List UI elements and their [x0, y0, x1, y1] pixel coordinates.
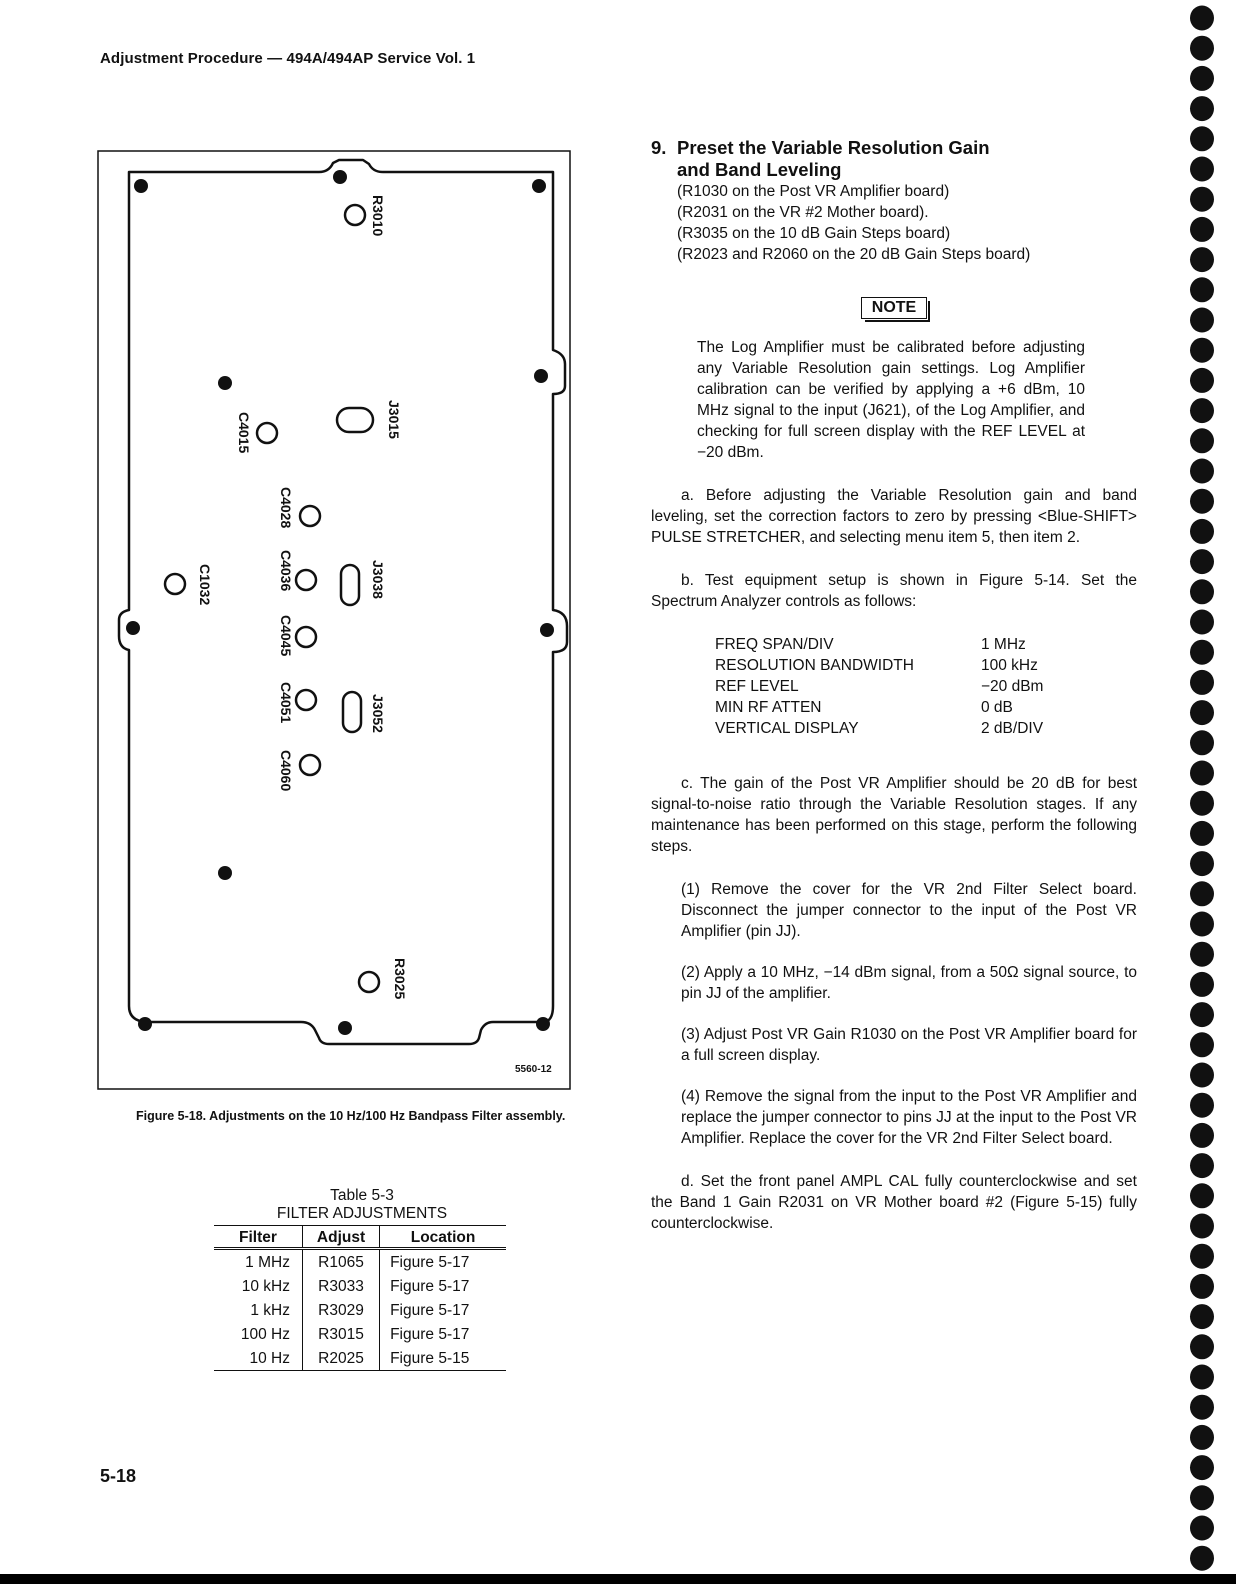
binder-hole	[1190, 157, 1214, 182]
table-subtitle: FILTER ADJUSTMENTS	[276, 1205, 448, 1222]
binder-hole	[1190, 730, 1214, 755]
mounting-hole	[532, 179, 546, 193]
setting-name: MIN RF ATTEN	[715, 699, 822, 716]
binder-hole	[1190, 126, 1214, 151]
mounting-hole	[338, 1021, 352, 1035]
label-c4051: C4051	[278, 682, 294, 724]
binder-hole	[1190, 1304, 1214, 1329]
binder-hole	[1190, 338, 1214, 363]
table-header: Adjust	[302, 1226, 379, 1249]
adjust-r3010	[345, 205, 365, 225]
table-row	[214, 1274, 506, 1298]
table-row	[214, 1249, 506, 1275]
binder-hole	[1190, 640, 1214, 665]
note-text: The Log Amplifier must be calibrated before adjusting any Variable Resolution gain settings. Log Amplifier calibration can be verified by applying a +6 dBm, 10 MHz signal to the input (J621), of the Log Amplifier, and checking for full screen display with the REF LEVEL at −20 dBm.	[697, 339, 1085, 461]
mounting-hole	[218, 866, 232, 880]
binder-hole	[1190, 1485, 1214, 1510]
setting-value: −20 dBm	[981, 678, 1044, 695]
label-c1032: C1032	[197, 564, 213, 606]
binder-holes	[1184, 0, 1220, 1584]
binder-hole	[1190, 187, 1214, 212]
label-r3010: R3010	[370, 195, 386, 237]
cell-location: Figure 5-17	[380, 1249, 506, 1275]
cell-location: Figure 5-17	[380, 1322, 506, 1346]
binder-hole	[1190, 912, 1214, 937]
binder-hole	[1190, 1425, 1214, 1450]
sub-step: (2) Apply a 10 MHz, −14 dBm signal, from a 50Ω signal source, to pin JJ of the amplifier.	[681, 964, 1137, 1002]
setting-row	[715, 718, 1137, 739]
binder-hole	[1190, 489, 1214, 514]
label-j3052: J3052	[370, 694, 386, 733]
adjust-c4045	[296, 627, 316, 647]
section-title-line1: Preset the Variable Resolution Gain	[677, 137, 990, 158]
setting-value: 100 kHz	[981, 657, 1038, 674]
figure-ref-number: 5560-12	[515, 1064, 552, 1075]
binder-hole	[1190, 459, 1214, 484]
binder-hole	[1190, 1244, 1214, 1269]
table-row	[214, 1322, 506, 1346]
binder-hole	[1190, 1032, 1214, 1057]
binder-hole	[1190, 1183, 1214, 1208]
page-number: 5-18	[100, 1466, 137, 1486]
binder-hole	[1190, 247, 1214, 272]
section-title-line2: and Band Leveling	[677, 159, 842, 180]
filter-adjustments-table	[214, 1187, 510, 1371]
binder-hole	[1190, 1002, 1214, 1027]
figure-caption: Figure 5-18. Adjustments on the 10 Hz/100 Hz Bandpass Filter assembly.	[136, 1109, 566, 1123]
binder-hole	[1190, 1516, 1214, 1541]
binder-hole	[1190, 1123, 1214, 1148]
binder-hole	[1190, 610, 1214, 635]
adjust-c4036	[296, 570, 316, 590]
binder-hole	[1190, 308, 1214, 333]
binder-hole	[1190, 1093, 1214, 1118]
step-c: c. The gain of the Post VR Amplifier should be 20 dB for best signal-to-noise ratio through the Variable Resolution stages. If any maintenance has been performed on this stage, perform the following steps.	[651, 775, 1137, 855]
adjust-c4028	[300, 506, 320, 526]
binder-hole	[1190, 428, 1214, 453]
binder-hole	[1190, 1365, 1214, 1390]
binder-hole	[1190, 6, 1214, 31]
board-item: (R3035 on the 10 dB Gain Steps board)	[677, 225, 951, 242]
adjust-c4015	[257, 423, 277, 443]
setting-value: 1 MHz	[981, 636, 1026, 653]
board-item: (R2031 on the VR #2 Mother board).	[677, 204, 929, 221]
table-header: Filter	[214, 1226, 302, 1249]
jumper-j3052	[343, 692, 361, 732]
sub-step: (3) Adjust Post VR Gain R1030 on the Post VR Amplifier board for a full screen display.	[681, 1026, 1137, 1064]
board-item: (R1030 on the Post VR Amplifier board)	[677, 183, 950, 200]
binder-hole	[1190, 972, 1214, 997]
cell-location: Figure 5-17	[380, 1274, 506, 1298]
jumper-j3015	[337, 408, 373, 432]
binder-hole	[1190, 549, 1214, 574]
binder-hole	[1190, 277, 1214, 302]
binder-hole	[1190, 761, 1214, 786]
table-title: Table 5-3	[330, 1187, 394, 1204]
table-row	[214, 1298, 506, 1322]
mounting-hole	[126, 621, 140, 635]
cell-adjust: R3029	[302, 1298, 379, 1322]
setting-name: RESOLUTION BANDWIDTH	[715, 657, 914, 674]
binder-hole	[1190, 66, 1214, 91]
cell-location: Figure 5-17	[380, 1298, 506, 1322]
setting-row	[715, 676, 1137, 697]
mounting-hole	[134, 179, 148, 193]
binder-hole	[1190, 1395, 1214, 1420]
mounting-hole	[534, 369, 548, 383]
binder-hole	[1190, 1153, 1214, 1178]
binder-hole	[1190, 1334, 1214, 1359]
mounting-hole	[540, 623, 554, 637]
label-c4015: C4015	[236, 412, 252, 454]
binder-hole	[1190, 670, 1214, 695]
adjust-c1032	[165, 574, 185, 594]
setting-name: FREQ SPAN/DIV	[715, 636, 834, 653]
cell-filter: 100 Hz	[240, 1326, 290, 1343]
cell-adjust: R1065	[302, 1249, 379, 1275]
binder-hole	[1190, 1214, 1214, 1239]
cell-location: Figure 5-15	[380, 1346, 506, 1371]
binder-hole	[1190, 579, 1214, 604]
setting-value: 0 dB	[981, 699, 1013, 716]
procedure-column	[651, 137, 1137, 1234]
label-c4028: C4028	[278, 487, 294, 529]
binder-hole	[1190, 217, 1214, 242]
board-item: (R2023 and R2060 on the 20 dB Gain Steps board)	[677, 246, 1031, 263]
cell-adjust: R3015	[302, 1322, 379, 1346]
binder-hole	[1190, 1455, 1214, 1480]
binder-hole	[1190, 1546, 1214, 1571]
cell-adjust: R3033	[302, 1274, 379, 1298]
analyzer-settings	[715, 634, 1137, 739]
adjust-r3025	[359, 972, 379, 992]
binder-hole	[1190, 700, 1214, 725]
binder-hole	[1190, 96, 1214, 121]
cell-filter: 10 Hz	[214, 1346, 302, 1371]
binder-hole	[1190, 821, 1214, 846]
sub-step: (1) Remove the cover for the VR 2nd Filter Select board. Disconnect the jumper connector to the input of the Post VR Amplifier (pin JJ).	[681, 881, 1137, 940]
setting-row	[715, 655, 1137, 676]
cell-filter: 10 kHz	[241, 1278, 290, 1295]
label-c4036: C4036	[278, 550, 294, 592]
binder-hole	[1190, 36, 1214, 61]
binder-hole	[1190, 368, 1214, 393]
table-row	[214, 1346, 506, 1371]
mounting-hole	[536, 1017, 550, 1031]
figure-board-diagram	[97, 150, 571, 1090]
jumper-j3038	[341, 565, 359, 605]
mounting-hole	[333, 170, 347, 184]
step-a: a. Before adjusting the Variable Resolution gain and band leveling, set the correction factors to zero by pressing <Blue-SHIFT> PULSE STRETCHER, and selecting menu item 5, then item 2.	[651, 487, 1137, 546]
adjust-c4051	[296, 690, 316, 710]
label-r3025: R3025	[392, 958, 408, 1000]
step-d: d. Set the front panel AMPL CAL fully counterclockwise and set the Band 1 Gain R2031 on VR Mother board #2 (Figure 5-15) fully counterclockwise.	[651, 1173, 1137, 1232]
board-list	[677, 181, 1137, 265]
binder-hole	[1190, 942, 1214, 967]
setting-name: VERTICAL DISPLAY	[715, 720, 859, 737]
label-c4045: C4045	[278, 615, 294, 657]
cell-adjust: R2025	[302, 1346, 379, 1371]
figure-frame	[98, 151, 570, 1089]
setting-row	[715, 634, 1137, 655]
setting-value: 2 dB/DIV	[981, 720, 1044, 737]
sub-step: (4) Remove the signal from the input to the Post VR Amplifier and replace the jumper connector to pins JJ at the input to the Post VR Amplifier. Replace the cover for the VR 2nd Filter Select board.	[681, 1088, 1137, 1147]
binder-hole	[1190, 791, 1214, 816]
binder-hole	[1190, 519, 1214, 544]
setting-row	[715, 697, 1137, 718]
adjust-c4060	[300, 755, 320, 775]
cell-filter: 1 MHz	[245, 1254, 290, 1271]
setting-name: REF LEVEL	[715, 678, 799, 695]
mounting-hole	[138, 1017, 152, 1031]
step-b: b. Test equipment setup is shown in Figure 5-14. Set the Spectrum Analyzer controls as follows:	[651, 572, 1137, 610]
section-number: 9.	[651, 137, 667, 158]
binder-hole	[1190, 1274, 1214, 1299]
table-header: Location	[380, 1226, 506, 1249]
note-label: NOTE	[861, 297, 927, 319]
label-c4060: C4060	[278, 750, 294, 792]
cell-filter: 1 kHz	[250, 1302, 290, 1319]
scan-edge-bar	[0, 1574, 1236, 1584]
binder-hole	[1190, 851, 1214, 876]
label-j3038: J3038	[370, 560, 386, 599]
label-j3015: J3015	[386, 400, 402, 439]
binder-hole	[1190, 1063, 1214, 1088]
mounting-hole	[218, 376, 232, 390]
binder-hole	[1190, 398, 1214, 423]
binder-hole	[1190, 881, 1214, 906]
page-header: Adjustment Procedure — 494A/494AP Service Vol. 1	[100, 50, 476, 67]
